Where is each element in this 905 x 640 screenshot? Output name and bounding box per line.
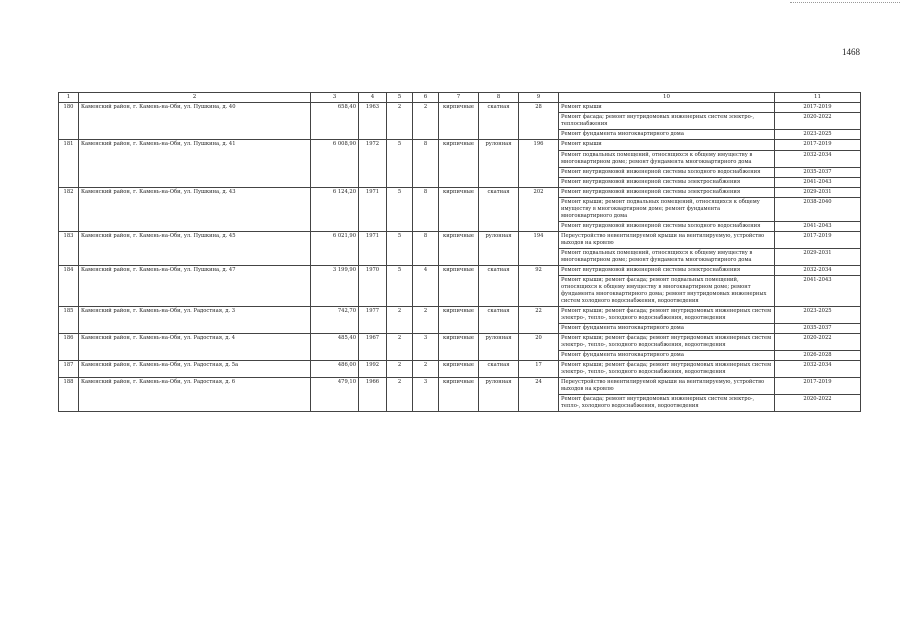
total-area: 485,40 — [311, 333, 359, 360]
residents-count: 92 — [519, 265, 559, 306]
floors-count: 2 — [387, 306, 413, 333]
top-edge-line — [790, 2, 900, 3]
entrances-count: 8 — [413, 231, 439, 265]
repair-work-description: Ремонт крыши; ремонт фасада; ремонт внутридомовых инженерных систем электро-, тепло-, холодного водоснабжения, водоотведения — [559, 333, 775, 350]
column-header: 3 — [311, 93, 359, 103]
repair-work-description: Ремонт крыши; ремонт подвальных помещений, относящихся к общему имуществу в многоквартирном доме; ремонт фундамента многоквартирного дома — [559, 197, 775, 221]
column-header: 11 — [775, 93, 861, 103]
entrances-count: 4 — [413, 265, 439, 306]
repair-work-description: Переустройство невентилируемой крыши на вентилируемую, устройство выходов на кровлю — [559, 231, 775, 248]
floors-count: 5 — [387, 187, 413, 231]
building-address: Каменский район, г. Камень-на-Оби, ул. Радостная, д. 6 — [79, 377, 311, 411]
wall-material: кирпичные — [439, 333, 479, 360]
repair-work-description: Ремонт внутридомовой инженерной системы холодного водоснабжения — [559, 221, 775, 231]
row-number: 181 — [59, 140, 79, 187]
building-address: Каменский район, г. Камень-на-Оби, ул. Радостная, д. 3 — [79, 306, 311, 333]
residents-count: 24 — [519, 377, 559, 411]
row-number: 182 — [59, 187, 79, 231]
wall-material: кирпичные — [439, 231, 479, 265]
residents-count: 194 — [519, 231, 559, 265]
building-address: Каменский район, г. Камень-на-Оби, ул. Пушкина, д. 41 — [79, 140, 311, 187]
roof-type: рулонная — [479, 140, 519, 187]
column-header: 9 — [519, 93, 559, 103]
row-number: 187 — [59, 360, 79, 377]
column-header: 1 — [59, 93, 79, 103]
column-header: 8 — [479, 93, 519, 103]
page-number: 1468 — [842, 47, 860, 57]
roof-type: скатная — [479, 265, 519, 306]
header-row — [59, 93, 861, 103]
row-number: 185 — [59, 306, 79, 333]
year-built: 1972 — [359, 140, 387, 187]
wall-material: кирпичные — [439, 265, 479, 306]
row-number: 180 — [59, 103, 79, 140]
year-built: 1971 — [359, 187, 387, 231]
floors-count: 2 — [387, 103, 413, 140]
repair-period: 2032-2034 — [775, 360, 861, 377]
repair-period: 2023-2025 — [775, 306, 861, 323]
wall-material: кирпичные — [439, 377, 479, 411]
floors-count: 5 — [387, 265, 413, 306]
floors-count: 5 — [387, 231, 413, 265]
year-built: 1967 — [359, 333, 387, 360]
entrances-count: 8 — [413, 140, 439, 187]
floors-count: 2 — [387, 377, 413, 411]
residents-count: 28 — [519, 103, 559, 140]
residents-count: 22 — [519, 306, 559, 333]
repair-period: 2041-2043 — [775, 221, 861, 231]
table-row — [59, 187, 861, 197]
column-header: 7 — [439, 93, 479, 103]
total-area: 6 021,90 — [311, 231, 359, 265]
year-built: 1971 — [359, 231, 387, 265]
building-address: Каменский район, г. Камень-на-Оби, ул. Пушкина, д. 40 — [79, 103, 311, 140]
total-area: 658,40 — [311, 103, 359, 140]
floors-count: 5 — [387, 140, 413, 187]
repair-period: 2020-2022 — [775, 333, 861, 350]
column-header: 10 — [559, 93, 775, 103]
building-address: Каменский район, г. Камень-на-Оби, ул. Пушкина, д. 47 — [79, 265, 311, 306]
roof-type: рулонная — [479, 377, 519, 411]
repair-work-description: Ремонт фундамента многоквартирного дома — [559, 130, 775, 140]
column-header: 6 — [413, 93, 439, 103]
total-area: 6 008,90 — [311, 140, 359, 187]
repair-work-description: Ремонт фасада; ремонт внутридомовых инженерных систем электро-, тепло-, холодного водоснабжения, водоотведения — [559, 394, 775, 411]
wall-material: кирпичные — [439, 187, 479, 231]
repair-work-description: Ремонт крыши; ремонт фасада; ремонт подвальных помещений, относящихся к общему имуществу в многоквартирном доме; ремонт фундамента многоквартирного дома; ремонт внутридомовых инженерных систем холодного водоснабжения, водоотведения — [559, 275, 775, 306]
table-row — [59, 265, 861, 275]
entrances-count: 2 — [413, 360, 439, 377]
wall-material: кирпичные — [439, 306, 479, 333]
table-row — [59, 103, 861, 113]
residents-count: 20 — [519, 333, 559, 360]
repair-work-description: Ремонт крыши — [559, 140, 775, 150]
repair-period: 2017-2019 — [775, 103, 861, 113]
repair-period: 2017-2019 — [775, 231, 861, 248]
repair-period: 2029-2031 — [775, 187, 861, 197]
repair-work-description: Ремонт внутридомовой инженерной системы холодного водоснабжения — [559, 167, 775, 177]
repair-period: 2038-2040 — [775, 197, 861, 221]
repair-schedule-table — [58, 92, 861, 412]
total-area: 3 199,90 — [311, 265, 359, 306]
repair-work-description: Ремонт внутридомовой инженерной системы электроснабжения — [559, 265, 775, 275]
repair-period: 2023-2025 — [775, 130, 861, 140]
row-number: 186 — [59, 333, 79, 360]
roof-type: скатная — [479, 187, 519, 231]
roof-type: рулонная — [479, 231, 519, 265]
residents-count: 202 — [519, 187, 559, 231]
repair-period: 2026-2028 — [775, 350, 861, 360]
repair-work-description: Ремонт фундамента многоквартирного дома — [559, 350, 775, 360]
roof-type: рулонная — [479, 333, 519, 360]
repair-period: 2029-2031 — [775, 248, 861, 265]
repair-period: 2020-2022 — [775, 394, 861, 411]
wall-material: кирпичные — [439, 103, 479, 140]
year-built: 1966 — [359, 377, 387, 411]
total-area: 486,00 — [311, 360, 359, 377]
repair-work-description: Ремонт подвальных помещений, относящихся к общему имуществу в многоквартирном доме; ремонт фундамента многоквартирного дома — [559, 150, 775, 167]
building-address: Каменский район, г. Камень-на-Оби, ул. Радостная, д. 5а — [79, 360, 311, 377]
wall-material: кирпичные — [439, 140, 479, 187]
year-built: 1977 — [359, 306, 387, 333]
repair-period: 2041-2043 — [775, 177, 861, 187]
table-row — [59, 360, 861, 377]
repair-work-description: Ремонт внутридомовой инженерной системы электроснабжения — [559, 177, 775, 187]
repair-work-description: Ремонт крыши; ремонт фасада; ремонт внутридомовых инженерных систем электро-, тепло-, холодного водоснабжения, водоотведения — [559, 360, 775, 377]
year-built: 1970 — [359, 265, 387, 306]
building-address: Каменский район, г. Камень-на-Оби, ул. Радостная, д. 4 — [79, 333, 311, 360]
table-row — [59, 231, 861, 248]
building-address: Каменский район, г. Камень-на-Оби, ул. Пушкина, д. 43 — [79, 187, 311, 231]
entrances-count: 2 — [413, 306, 439, 333]
roof-type: скатная — [479, 103, 519, 140]
column-header: 2 — [79, 93, 311, 103]
column-header: 5 — [387, 93, 413, 103]
repair-work-description: Ремонт крыши; ремонт фасада; ремонт внутридомовых инженерных систем электро-, тепло-, холодного водоснабжения, водоотведения — [559, 306, 775, 323]
total-area: 742,70 — [311, 306, 359, 333]
repair-period: 2032-2034 — [775, 265, 861, 275]
repair-period: 2032-2034 — [775, 150, 861, 167]
entrances-count: 2 — [413, 103, 439, 140]
total-area: 6 124,20 — [311, 187, 359, 231]
column-header: 4 — [359, 93, 387, 103]
row-number: 188 — [59, 377, 79, 411]
building-address: Каменский район, г. Камень-на-Оби, ул. Пушкина, д. 45 — [79, 231, 311, 265]
table-row — [59, 140, 861, 150]
repair-period: 2041-2043 — [775, 275, 861, 306]
repair-period: 2017-2019 — [775, 140, 861, 150]
entrances-count: 3 — [413, 333, 439, 360]
repair-work-description: Переустройство невентилируемой крыши на вентилируемую, устройство выходов на кровлю — [559, 377, 775, 394]
row-number: 183 — [59, 231, 79, 265]
repair-period: 2020-2022 — [775, 113, 861, 130]
row-number: 184 — [59, 265, 79, 306]
repair-work-description: Ремонт крыши — [559, 103, 775, 113]
entrances-count: 8 — [413, 187, 439, 231]
entrances-count: 3 — [413, 377, 439, 411]
table-row — [59, 306, 861, 323]
floors-count: 2 — [387, 333, 413, 360]
repair-work-description: Ремонт фундамента многоквартирного дома — [559, 323, 775, 333]
roof-type: скатная — [479, 360, 519, 377]
residents-count: 17 — [519, 360, 559, 377]
repair-period: 2017-2019 — [775, 377, 861, 394]
table-row — [59, 377, 861, 394]
table-row — [59, 333, 861, 350]
wall-material: кирпичные — [439, 360, 479, 377]
repair-work-description: Ремонт фасада; ремонт внутридомовых инженерных систем электро-, теплоснабжения — [559, 113, 775, 130]
floors-count: 2 — [387, 360, 413, 377]
residents-count: 196 — [519, 140, 559, 187]
repair-period: 2035-2037 — [775, 167, 861, 177]
repair-period: 2035-2037 — [775, 323, 861, 333]
repair-work-description: Ремонт подвальных помещений, относящихся к общему имуществу в многоквартирном доме; ремонт фундамента многоквартирного дома — [559, 248, 775, 265]
repair-work-description: Ремонт внутридомовой инженерной системы электроснабжения — [559, 187, 775, 197]
total-area: 479,10 — [311, 377, 359, 411]
year-built: 1992 — [359, 360, 387, 377]
roof-type: скатная — [479, 306, 519, 333]
year-built: 1963 — [359, 103, 387, 140]
